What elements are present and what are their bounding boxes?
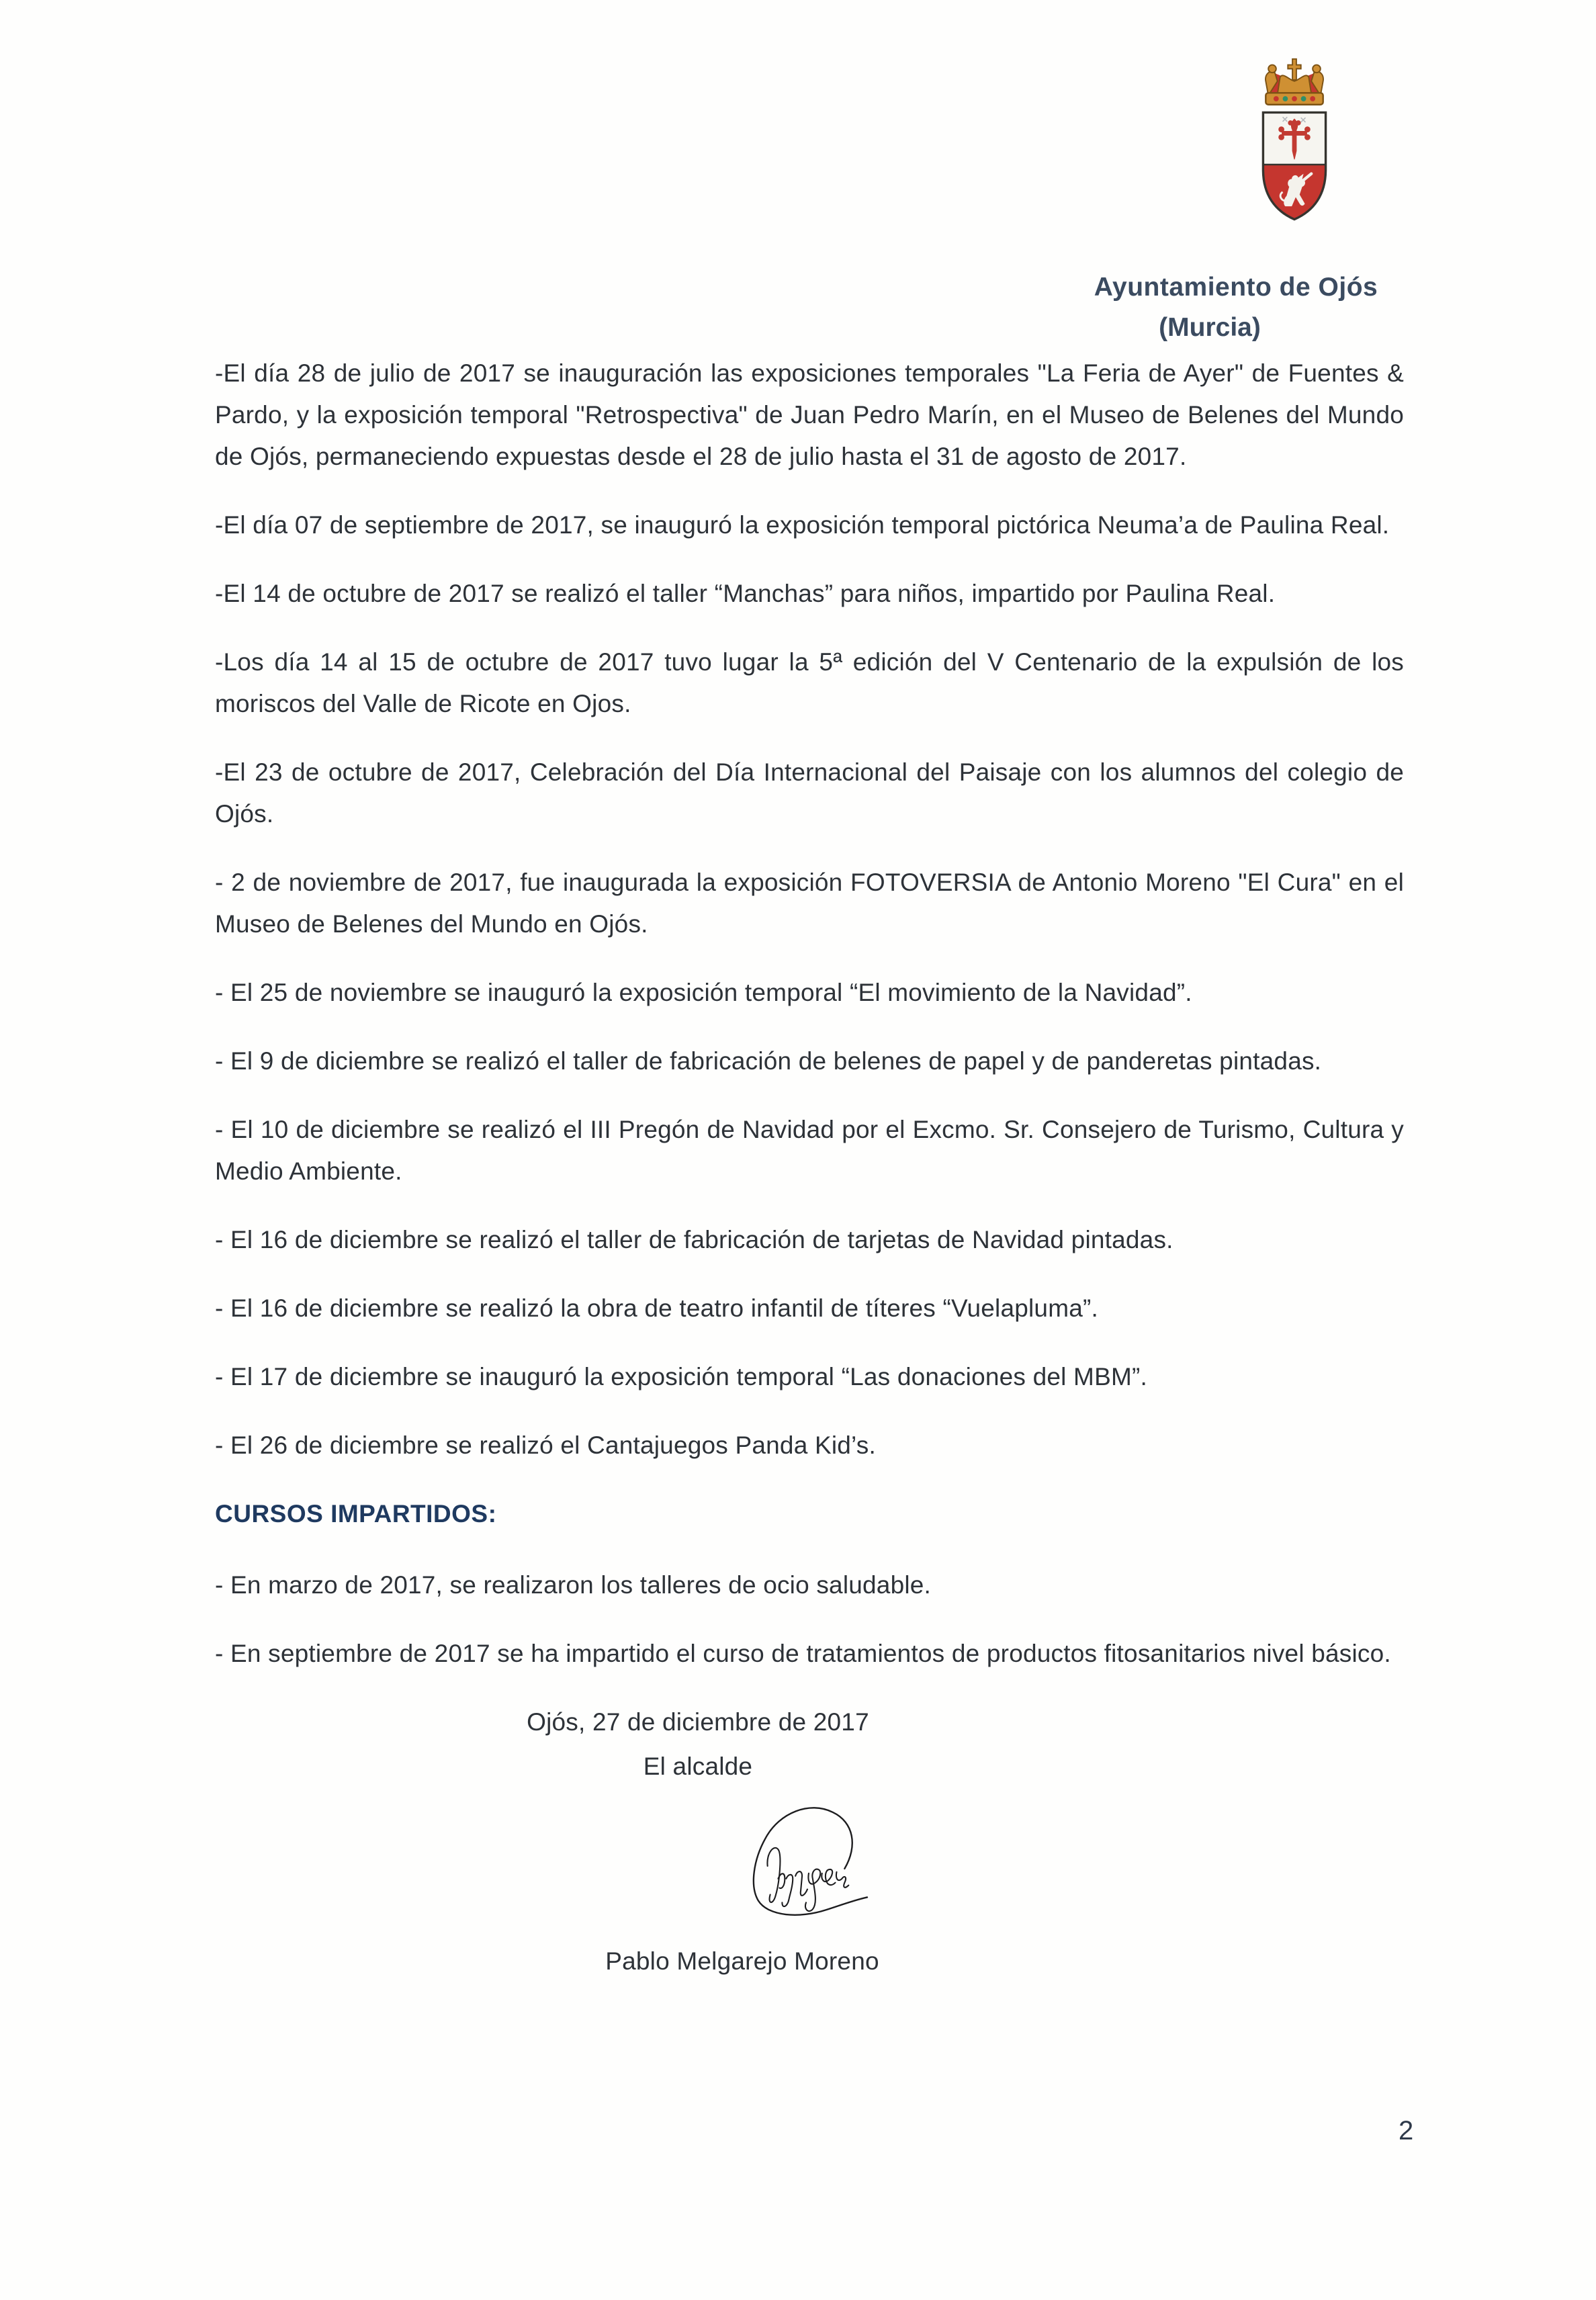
activity-paragraph: -El 14 de octubre de 2017 se realizó el taller “Manchas” para niños, impartido por Paulina Real.	[215, 580, 1276, 607]
shield-icon	[1263, 112, 1325, 219]
activity-paragraph: - El 17 de diciembre se inauguró la exposición temporal “Las donaciones del MBM”.	[215, 1363, 1147, 1390]
activity-paragraph: - El 16 de diciembre se realizó el taller de fabricación de tarjetas de Navidad pintadas.	[215, 1226, 1173, 1253]
courses-heading: CURSOS IMPARTIDOS:	[215, 1500, 497, 1528]
crown-icon	[1266, 59, 1323, 105]
closing-block	[215, 1701, 1404, 1982]
activity-paragraph: -El día 28 de julio de 2017 se inauguración las exposiciones temporales "La Feria de Ayer" de Fuentes & Pardo, y la exposición temporal "Retrospectiva" de Juan Pedro Marín, en el Museo de Belenes del Mundo de Ojós, permaneciendo expuestas desde el 28 de julio hasta el 31 de agosto de 2017.	[215, 359, 1404, 470]
activity-paragraph: - El 10 de diciembre se realizó el III Pregón de Navidad por el Excmo. Sr. Consejero de Turismo, Cultura y Medio Ambiente.	[215, 1116, 1404, 1185]
course-paragraph: - En septiembre de 2017 se ha impartido el curso de tratamientos de productos fitosanitarios nivel básico.	[215, 1640, 1391, 1667]
activity-paragraph: - El 16 de diciembre se realizó la obra de teatro infantil de títeres “Vuelapluma”.	[215, 1294, 1099, 1322]
activity-paragraph: - 2 de noviembre de 2017, fue inaugurada la exposición FOTOVERSIA de Antonio Moreno "El Cura" en el Museo de Belenes del Mundo en Ojós.	[215, 869, 1404, 938]
closing-place-date: Ojós, 27 de diciembre de 2017	[527, 1708, 869, 1736]
signer-name: Pablo Melgarejo Moreno	[605, 1947, 879, 1975]
document-body	[215, 353, 1404, 1982]
course-paragraph: - En marzo de 2017, se realizaron los talleres de ocio saludable.	[215, 1571, 932, 1599]
activity-paragraph: - El 25 de noviembre se inauguró la exposición temporal “El movimiento de la Navidad”.	[215, 979, 1192, 1006]
activity-paragraph: -Los día 14 al 15 de octubre de 2017 tuvo lugar la 5ª edición del V Centenario de la expulsión de los moriscos del Valle de Ricote en Ojos.	[215, 648, 1404, 717]
org-region: (Murcia)	[1159, 313, 1261, 342]
org-name: Ayuntamiento de Ojós	[1094, 273, 1378, 302]
activity-paragraph: -El 23 de octubre de 2017, Celebración del Día Internacional del Paisaje con los alumnos del colegio de Ojós.	[215, 758, 1404, 828]
activity-paragraph: - El 9 de diciembre se realizó el taller de fabricación de belenes de papel y de panderetas pintadas.	[215, 1047, 1322, 1075]
closing-role: El alcalde	[643, 1753, 753, 1780]
activity-paragraph: - El 26 de diciembre se realizó el Cantajuegos Panda Kid’s.	[215, 1431, 876, 1459]
signature-icon	[739, 1804, 873, 1923]
page-number: 2	[1399, 2116, 1414, 2146]
coat-of-arms-logo	[1248, 55, 1341, 231]
activity-paragraph: -El día 07 de septiembre de 2017, se inauguró la exposición temporal pictórica Neuma’a de Paulina Real.	[215, 511, 1390, 539]
